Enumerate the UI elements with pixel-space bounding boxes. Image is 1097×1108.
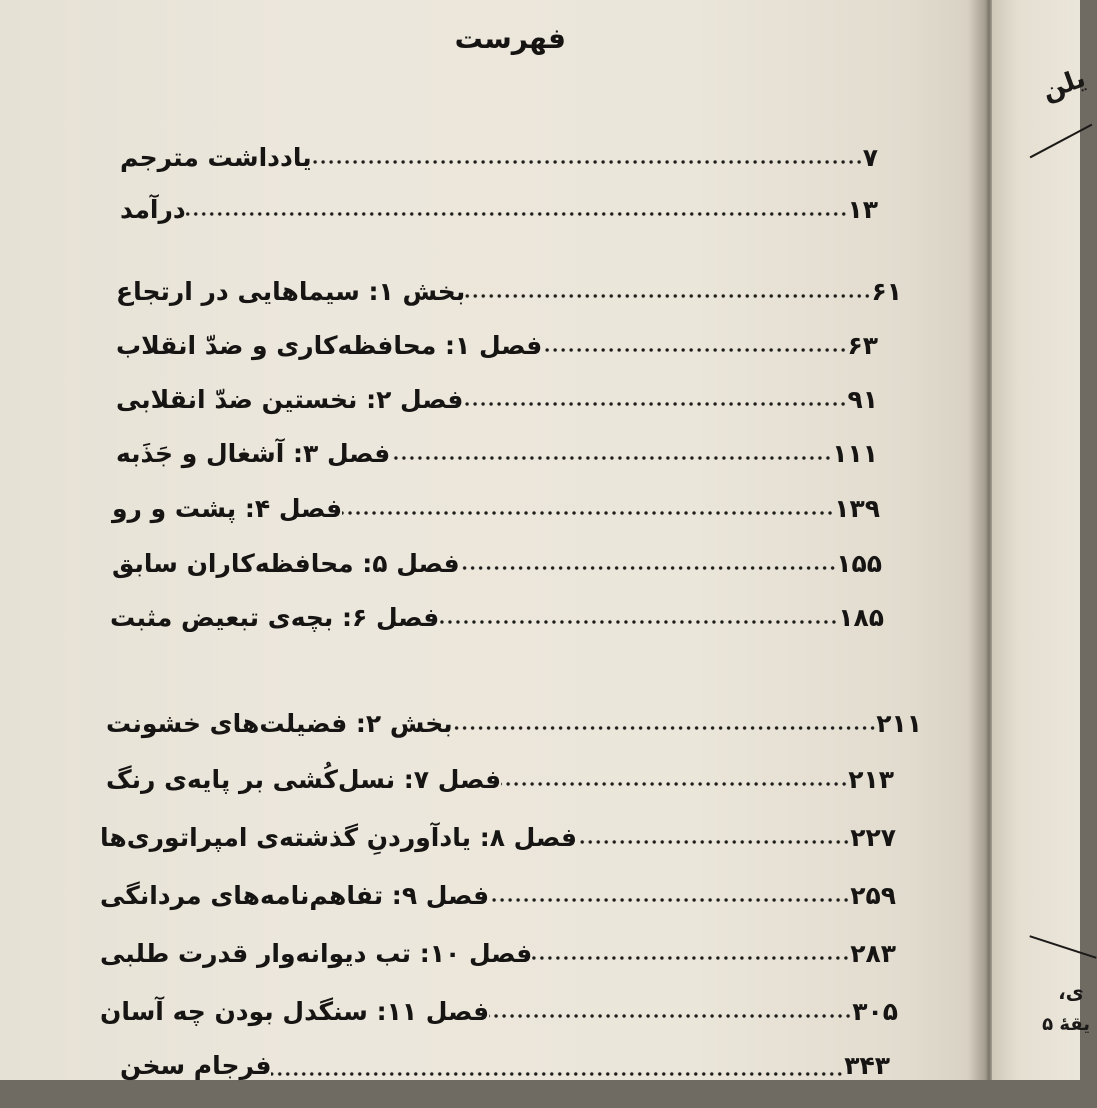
toc-entry [112,182,884,228]
facing-page-edge [992,0,1090,1080]
toc-entry-chapter [104,536,888,582]
toc-entry [112,1048,896,1108]
toc-entry-chapter [98,752,900,798]
dot-leader [577,838,850,846]
entry-page-number: ۱۱۱ [832,439,878,468]
toc-entry-chapter [108,318,884,364]
entry-label: فصل ۷: نسل‌کُشی بر پایه‌ی رنگ [106,765,502,794]
facing-page-fragment: ی، [1058,980,1084,1004]
entry-label: فصل ۳: آشغال و جَذَبه [116,439,391,468]
dot-leader [186,210,848,218]
entry-label: فرجام سخن [120,1051,272,1080]
entry-page-number: ۲۸۳ [850,939,896,968]
toc-entry-chapter [92,984,904,1030]
facing-page-fragment: یقهٔ ۵ [1042,1014,1090,1035]
dot-leader [312,158,863,166]
dot-leader [465,292,871,300]
toc-entry-chapter [92,926,902,972]
toc-entry-chapter [92,810,902,856]
dot-leader [463,400,847,408]
dot-leader [390,454,832,462]
entry-page-number: ۲۲۷ [850,823,896,852]
toc-entry-chapter [102,590,890,636]
toc-entry-chapter [104,481,886,527]
dot-leader [542,346,847,354]
entry-label: فصل ۱: محافظه‌کاری و ضدّ انقلاب [116,331,543,360]
dot-leader [342,509,834,517]
entry-page-number: ۲۵۹ [850,881,896,910]
dot-leader [501,780,848,788]
entry-label: درآمد [120,195,186,224]
toc-entry [112,130,884,176]
entry-label: فصل ۶: بچه‌ی تبعیض مثبت [110,603,440,632]
toc-entry-chapter [92,868,902,914]
entry-label: فصل ۴: پشت و رو [112,494,343,523]
entry-label: یادداشت مترجم [120,143,312,172]
entry-page-number: ۱۸۵ [838,603,884,632]
entry-label: بخش ۱: سیماهایی در ارتجاع [116,277,466,306]
entry-page-number: ۱۵۵ [836,549,882,578]
entry-page-number: ۶۱ [871,277,902,306]
entry-page-number: ۲۱۱ [876,709,922,738]
entry-page-number: ۱۳۹ [834,494,880,523]
dot-leader [532,954,850,962]
entry-label: فصل ۱۱: سنگدل بودن چه آسان [100,997,490,1026]
entry-label: بخش ۲: فضیلت‌های خشونت [106,709,453,738]
toc-entry-part [98,696,928,742]
entry-label: فصل ۲: نخستین ضدّ انقلابی [116,385,464,414]
dot-leader [271,1070,844,1078]
entry-label: فصل ۱۰: تب دیوانه‌وار قدرت طلبی [100,939,533,968]
entry-label: فصل ۸: یادآوردنِ گذشته‌ی امپراتوری‌ها [100,823,577,852]
dot-leader [460,564,837,572]
facing-page-rule [1029,935,1096,959]
entry-page-number: ۳۴۳ [844,1051,890,1080]
facing-page-fragment: یلن [1038,63,1090,107]
entry-page-number: ۷ [862,143,878,172]
entry-page-number: ۳۰۵ [852,997,898,1026]
toc-entry-chapter [108,426,884,472]
entry-page-number: ۲۱۳ [848,765,894,794]
entry-label: فصل ۹: تفاهم‌نامه‌های مردانگی [100,881,490,910]
toc-title: فهرست [454,22,566,55]
toc-entry-part [108,264,908,310]
entry-page-number: ۶۳ [847,331,878,360]
toc-entry-chapter [108,372,884,418]
entry-label: فصل ۵: محافظه‌کاران سابق [112,549,460,578]
dot-leader [453,724,877,732]
entry-page-number: ۹۱ [847,385,878,414]
entry-page-number: ۱۳ [847,195,878,224]
dot-leader [489,1012,852,1020]
dot-leader [489,896,850,904]
facing-page-rule [1030,124,1093,159]
dot-leader [439,618,838,626]
